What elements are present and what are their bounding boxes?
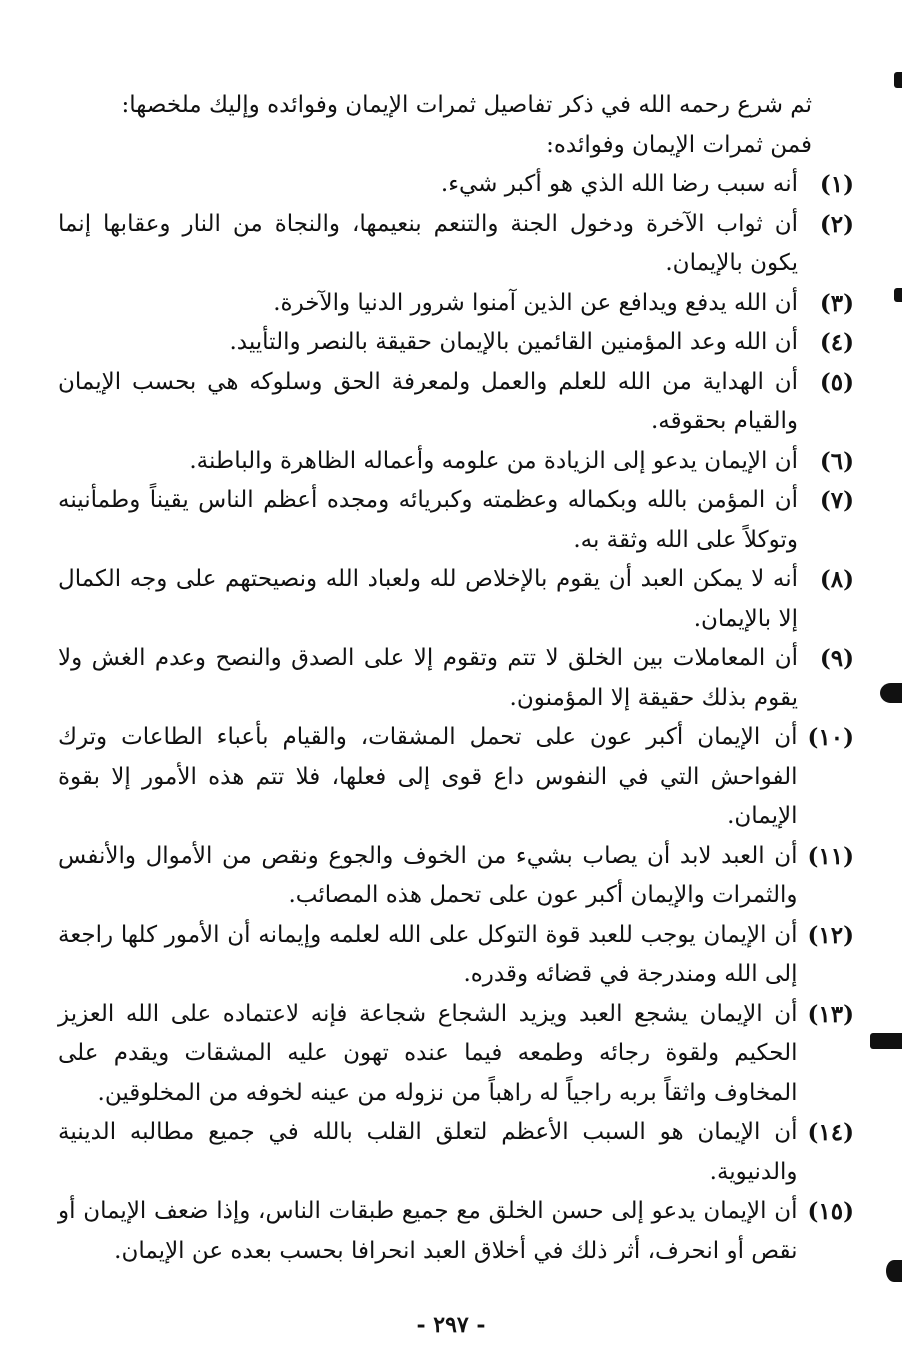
item-number: (٩) (819, 645, 854, 672)
item-text: أن العبد لابد أن يصاب بشيء من الخوف والجوع ونقص من الأموال والأنفس والثمرات والإيمان أكبر عون على تحمل هذه المصائب. (58, 842, 798, 908)
intro-line: ثم شرع رحمه الله في ذكر تفاصيل ثمرات الإيمان وفوائده وإليك ملخصها: (121, 92, 812, 118)
list-item (58, 481, 854, 560)
item-text: أن الإيمان يوجب للعبد قوة التوكل على الله لعلمه وإيمانه أن الأمور كلها راجعة إلى الله ومندرجة في قضائه وقدره. (58, 921, 798, 987)
item-number: (٢) (819, 210, 854, 238)
item-text: أنه سبب رضا الله الذي هو أكبر شيء. (440, 171, 798, 197)
item-number: (٧) (819, 487, 854, 514)
item-text: أنه لا يمكن العبد أن يقوم بالإخلاص لله ولعباد الله ونصيحتهم على وجه الكمال إلا بالإيمان. (58, 566, 798, 632)
page-number: - ٢٩٧ - (416, 1312, 486, 1338)
item-number: (٥) (819, 368, 854, 396)
item-text: أن الإيمان يدعو إلى الزيادة من علومه وأعماله الظاهرة والباطنة. (189, 447, 798, 474)
item-number: (٨) (819, 566, 854, 593)
list-item (58, 442, 854, 482)
list-item (58, 205, 854, 284)
item-number: (١٤) (807, 1119, 854, 1146)
list-item (58, 165, 854, 205)
item-text: أن الهداية من الله للعلم والعمل ولمعرفة الحق وسلوكه هي بحسب الإيمان والقيام بحقوقه. (58, 368, 798, 434)
list-item (58, 837, 854, 916)
list-item (58, 718, 854, 837)
body-text (58, 86, 854, 1271)
list-item (58, 1192, 854, 1271)
list-item (58, 916, 854, 995)
scan-edge-mark (894, 72, 902, 88)
item-number: (١) (819, 171, 854, 198)
item-number: (١١) (807, 842, 854, 870)
list-item (58, 639, 854, 718)
item-text: أن الإيمان يدعو إلى حسن الخلق مع جميع طبقات الناس، وإذا ضعف الإيمان أو نقص أو انحرف، أثر ذلك في أخلاق العبد انحرافا بحسب بعده عن الإيمان. (58, 1198, 798, 1264)
item-number: (٤) (819, 329, 854, 356)
item-number: (١٣) (807, 1000, 854, 1028)
scan-edge-mark (894, 288, 902, 302)
list-item (58, 560, 854, 639)
scan-edge-mark (880, 683, 902, 703)
item-text: أن الإيمان يشجع العبد ويزيد الشجاع شجاعة فإنه لاعتماده على الله العزيز الحكيم ولقوة رجائه وطمعه فيما عنده تهون عليه المشقات ويقدم على المخاوف واثقاً بربه راجياً له راهباً من نزوله من عينه لخوفه من المخلوقين. (58, 1000, 798, 1106)
list-item (58, 284, 854, 324)
item-number: (١٥) (807, 1198, 854, 1225)
intro-line: فمن ثمرات الإيمان وفوائده: (546, 131, 812, 158)
list-item (58, 1113, 854, 1192)
scan-edge-mark (870, 1033, 902, 1049)
item-text: أن الإيمان أكبر عون على تحمل المشقات، والقيام بأعباء الطاعات وترك الفواحش التي في النفوس داع قوى إلى فعلها، فلا تتم هذه الأمور إلا بقوة الإيمان. (58, 724, 798, 829)
item-text: أن الله وعد المؤمنين القائمين بالإيمان حقيقة بالنصر والتأييد. (229, 329, 798, 355)
item-number: (١٠) (807, 724, 854, 751)
item-text: أن ثواب الآخرة ودخول الجنة والتنعم بنعيمها، والنجاة من النار وعقابها إنما يكون بالإيمان. (58, 210, 798, 276)
item-text: أن الإيمان هو السبب الأعظم لتعلق القلب بالله في جميع مطالبه الدينية والدنيوية. (58, 1119, 798, 1185)
item-text: أن الله يدفع ويدافع عن الذين آمنوا شرور الدنيا والآخرة. (273, 289, 798, 316)
item-number: (٦) (819, 447, 854, 475)
item-text: أن المعاملات بين الخلق لا تتم وتقوم إلا على الصدق والنصح وعدم الغش ولا يقوم بذلك حقيقة إلا المؤمنون. (58, 645, 798, 711)
item-number: (١٢) (807, 921, 854, 949)
list-item (58, 323, 854, 363)
list-item (58, 995, 854, 1114)
list-item (58, 363, 854, 442)
scan-edge-mark (886, 1260, 902, 1282)
item-number: (٣) (819, 289, 854, 317)
item-text: أن المؤمن بالله وبكماله وعظمته وكبريائه ومجده أعظم الناس يقيناً وطمأنينه وتوكلاً على الله وثقة به. (58, 487, 798, 553)
